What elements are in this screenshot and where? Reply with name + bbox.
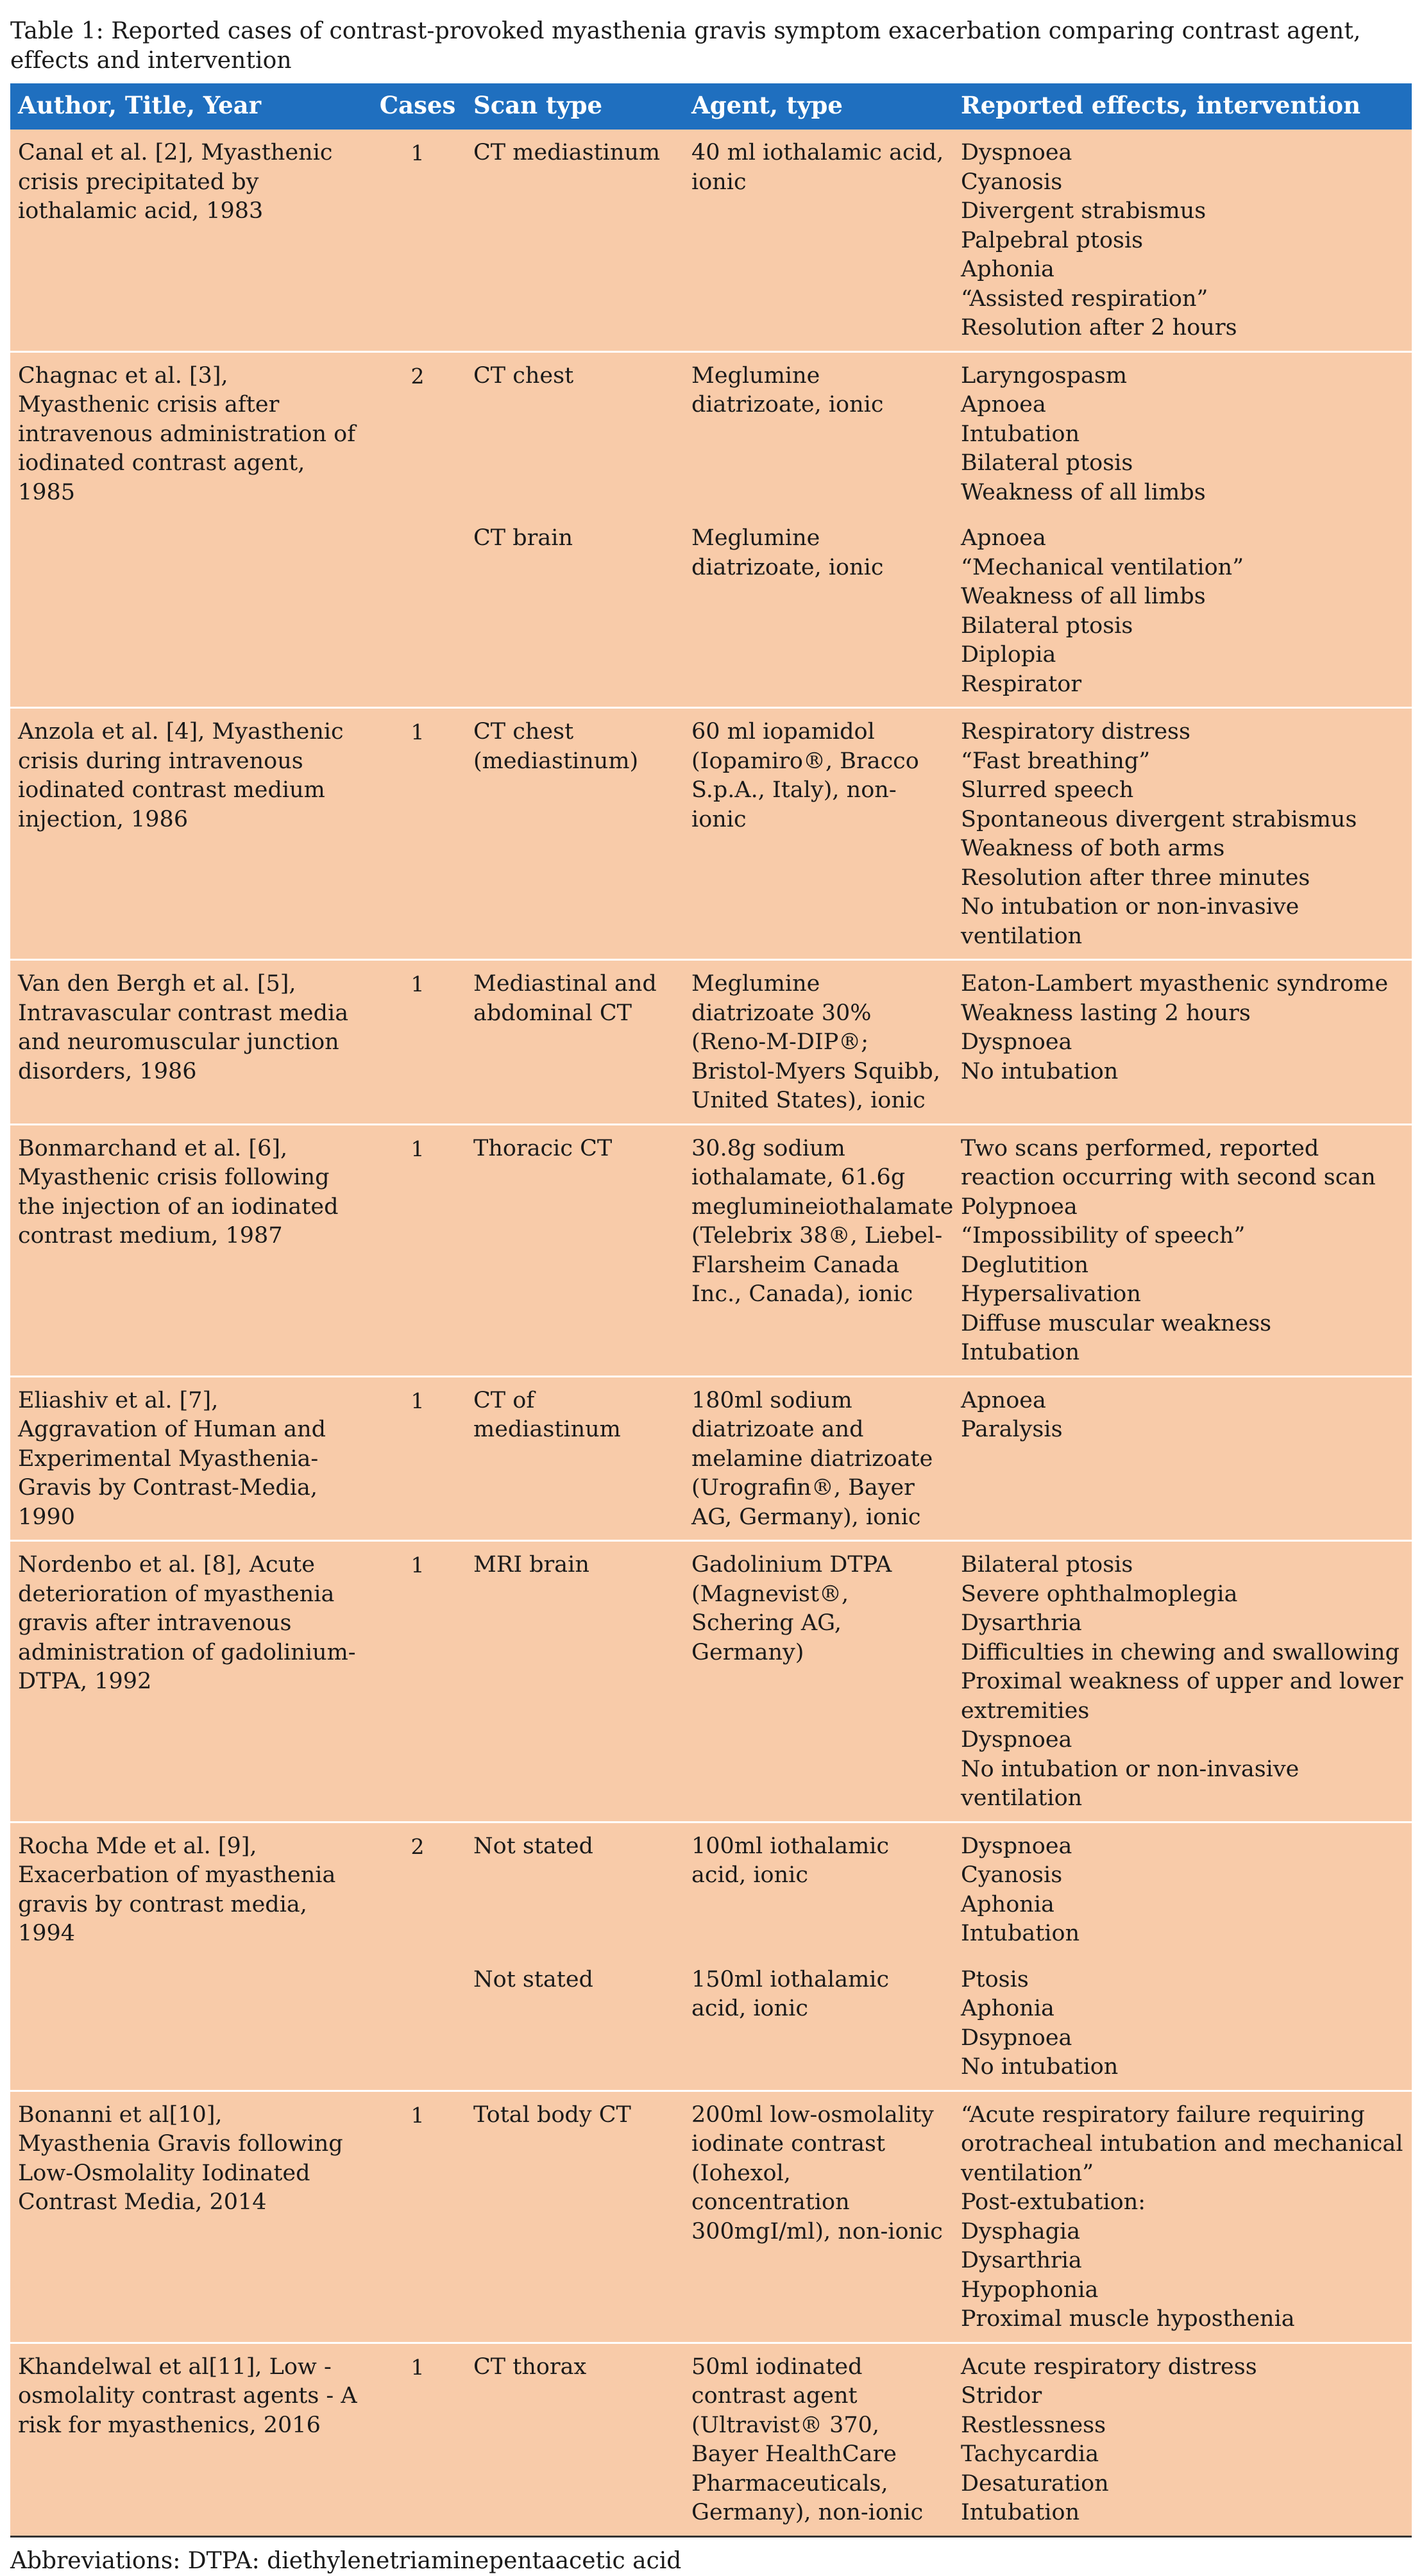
effect-item: Tachycardia: [961, 2441, 1099, 2467]
effect-item: Desaturation: [961, 2470, 1109, 2496]
cell-agent: 150ml iothalamic acid, ionic: [691, 1966, 890, 2021]
cell-effects: [953, 130, 1412, 351]
table-row: [10, 351, 1412, 515]
cell-cases: 1: [369, 960, 466, 1125]
cell-scan-type: Mediastinal and abdominal CT: [466, 960, 684, 1125]
effect-item: “Mechanical ventilation”: [961, 554, 1244, 580]
effect-item: Aphonia: [961, 1891, 1054, 1917]
effect-item: Spontaneous divergent strabismus: [961, 806, 1357, 832]
effect-item: Dyspnoea: [961, 1727, 1072, 1753]
effect-item: Two scans performed, reported reaction occurring with second scan: [961, 1135, 1376, 1190]
cell-cases: 1: [411, 140, 425, 165]
cell-effects: [953, 1957, 1412, 2091]
cell-effects: [953, 515, 1412, 708]
cell-scan-type: CT mediastinum: [473, 140, 661, 165]
cell-scan-type: CT chest (mediastinum): [466, 708, 684, 960]
effect-item: Hypersalivation: [961, 1281, 1141, 1307]
cell-cases: 2: [369, 1822, 466, 1957]
cell-author: Rocha Mde et al. [9], Exacerbation of myasthenia gravis by contrast media, 1994: [10, 1822, 369, 1957]
table-row: [10, 1957, 1412, 2091]
cell-effects: [953, 1541, 1412, 1823]
cell-cases: 1: [369, 2343, 466, 2536]
effect-item: Dysarthria: [961, 2248, 1082, 2273]
cell-agent: Meglumine diatrizoate, ionic: [691, 525, 884, 580]
cell-agent: 180ml sodium diatrizoate and melamine diatrizoate (Urografin®, Bayer AG, Germany), ionic: [684, 1376, 953, 1541]
bottom-rule: [10, 2536, 1412, 2538]
cell-scan-type: MRI brain: [466, 1541, 684, 1823]
effect-item: Respirator: [961, 671, 1082, 697]
effect-item: Polypnoea: [961, 1193, 1078, 1220]
effect-item: “Acute respiratory failure requiring orotracheal intubation and mechanical ventilation”: [961, 2101, 1403, 2186]
effect-item: Palpebral ptosis: [961, 227, 1144, 253]
effect-item: No intubation: [961, 1058, 1119, 1084]
effect-item: Aphonia: [961, 257, 1054, 282]
cell-cases: 1: [369, 2091, 466, 2343]
cell-effects: [953, 1822, 1412, 1957]
cell-author: Bonanni et al[10], Myasthenia Gravis following Low-Osmolality Iodinated Contrast Media, 2014: [10, 2091, 369, 2343]
cell-author: Canal et al. [2], Myasthenic crisis precipitated by iothalamic acid, 1983: [18, 140, 333, 224]
cell-cases: 1: [369, 1541, 466, 1823]
cell-agent: Gadolinium DTPA (Magnevist®, Schering AG, Germany): [684, 1541, 953, 1823]
effect-item: Slurred speech: [961, 777, 1134, 803]
header-effects: Reported effects, intervention: [961, 91, 1361, 119]
cell-agent: 60 ml iopamidol (Iopamiro®, Bracco S.p.A., Italy), non-ionic: [684, 708, 953, 960]
effect-item: Bilateral ptosis: [961, 612, 1133, 639]
header-cases: Cases: [379, 91, 456, 119]
effect-item: Weakness of all limbs: [961, 584, 1206, 609]
effect-item: Apnoea: [961, 392, 1046, 417]
effect-item: Divergent strabismus: [961, 198, 1206, 224]
cell-effects: [953, 2091, 1412, 2343]
header-row: [10, 83, 1412, 130]
table-row: [10, 1541, 1412, 1823]
cell-author: Eliashiv et al. [7], Aggravation of Human and Experimental Myasthenia-Gravis by Contrast-Media, 1990: [10, 1376, 369, 1541]
effect-item: Diffuse muscular weakness: [961, 1310, 1272, 1336]
cell-author: Bonmarchand et al. [6], Myasthenic crisis following the injection of an iodinated contrast medium, 1987: [10, 1124, 369, 1376]
effect-item: Hypophonia: [961, 2277, 1099, 2303]
cell-cases: [369, 1957, 466, 2091]
effect-item: Intubation: [961, 1921, 1080, 1946]
cell-author: Nordenbo et al. [8], Acute deterioration of myasthenia gravis after intravenous administration of gadolinium-DTPA, 1992: [10, 1541, 369, 1823]
effect-item: Cyanosis: [961, 1862, 1063, 1888]
cell-scan-type: Not stated: [466, 1822, 684, 1957]
cell-scan-type: CT brain: [473, 525, 573, 551]
cell-effects: [953, 2343, 1412, 2536]
effect-item: Weakness of both arms: [961, 836, 1225, 861]
cell-author: [10, 1957, 369, 2091]
effect-item: Dsypnoea: [961, 2025, 1072, 2051]
effect-item: Paralysis: [961, 1417, 1063, 1442]
cell-scan-type: CT thorax: [466, 2343, 684, 2536]
effect-item: Dysarthria: [961, 1610, 1082, 1636]
effect-item: Resolution after 2 hours: [961, 315, 1237, 341]
effect-item: Bilateral ptosis: [961, 1552, 1133, 1578]
cell-agent: 200ml low-osmolality iodinate contrast (Iohexol, concentration 300mgI/ml), non-ionic: [684, 2091, 953, 2343]
cell-author: [10, 515, 369, 708]
table-row: [10, 1376, 1412, 1541]
effect-item: Weakness of all limbs: [961, 479, 1206, 505]
effect-item: Cyanosis: [961, 169, 1063, 195]
cell-scan-type: Total body CT: [466, 2091, 684, 2343]
table-body: [10, 130, 1412, 2536]
table-header: [10, 83, 1412, 130]
cell-effects: [953, 1124, 1412, 1376]
cell-agent: 100ml iothalamic acid, ionic: [684, 1822, 953, 1957]
cell-author: Chagnac et al. [3], Myasthenic crisis after intravenous administration of iodinated contrast agent, 1985: [10, 351, 369, 515]
cases-table: [10, 83, 1412, 2536]
table-row: [10, 130, 1412, 351]
abbreviations-note: Abbreviations: DTPA: diethylenetriaminepentaacetic acid: [10, 2547, 682, 2574]
effect-item: Aphonia: [961, 1996, 1054, 2021]
effect-item: No intubation or non-invasive ventilation: [961, 894, 1299, 949]
effect-item: Intubation: [961, 421, 1080, 447]
cell-effects: [953, 1376, 1412, 1541]
cell-cases: 2: [369, 351, 466, 515]
header-scan-type: Scan type: [473, 91, 603, 119]
effect-item: Respiratory distress: [961, 719, 1190, 745]
effect-item: Dyspnoea: [961, 1029, 1072, 1055]
effect-item: Acute respiratory distress: [961, 2353, 1257, 2380]
header-agent: Agent, type: [691, 91, 843, 119]
effect-item: Ptosis: [961, 1966, 1029, 1992]
cell-agent: 40 ml iothalamic acid, ionic: [691, 140, 944, 195]
table-row: [10, 708, 1412, 960]
effect-item: Restlessness: [961, 2412, 1106, 2438]
effect-item: Post-extubation:: [961, 2189, 1146, 2215]
cell-scan-type: Not stated: [473, 1966, 593, 1992]
effect-item: Bilateral ptosis: [961, 450, 1133, 476]
cell-agent: Meglumine diatrizoate, ionic: [684, 351, 953, 515]
table-caption: Table 1: Reported cases of contrast-provoked myasthenia gravis symptom exacerbation comparing contrast agent, effects and intervention: [10, 18, 1361, 74]
effect-item: Resolution after three minutes: [961, 864, 1310, 891]
cell-agent: Meglumine diatrizoate 30% (Reno-M-DIP®; Bristol-Myers Squibb, United States), ionic: [684, 960, 953, 1125]
effect-item: Intubation: [961, 1340, 1080, 1365]
cell-author: Anzola et al. [4], Myasthenic crisis during intravenous iodinated contrast medium injection, 1986: [10, 708, 369, 960]
cell-cases: 1: [369, 1124, 466, 1376]
effect-item: Weakness lasting 2 hours: [961, 1000, 1251, 1026]
effect-item: Proximal muscle hyposthenia: [961, 2306, 1295, 2332]
cell-cases: 1: [369, 708, 466, 960]
effect-item: Dysphagia: [961, 2218, 1081, 2244]
effect-item: Severe ophthalmoplegia: [961, 1581, 1238, 1607]
effect-item: “Assisted respiration”: [961, 285, 1208, 312]
effect-item: No intubation: [961, 2054, 1119, 2080]
table-row: [10, 2091, 1412, 2343]
cell-cases: [369, 515, 466, 708]
cell-scan-type: CT chest: [466, 351, 684, 515]
effect-item: No intubation or non-invasive ventilation: [961, 1756, 1299, 1811]
cell-effects: [953, 708, 1412, 960]
table-row: [10, 515, 1412, 708]
effect-item: “Fast breathing”: [961, 748, 1151, 774]
effect-item: Stridor: [961, 2383, 1042, 2409]
effect-item: Apnoea: [961, 525, 1046, 551]
cell-author: Van den Bergh et al. [5], Intravascular contrast media and neuromuscular junction disorders, 1986: [10, 960, 369, 1125]
cell-scan-type: Thoracic CT: [466, 1124, 684, 1376]
effect-item: Diplopia: [961, 642, 1056, 668]
cell-cases: 1: [369, 1376, 466, 1541]
header-author: Author, Title, Year: [18, 91, 262, 119]
cell-author: Khandelwal et al[11], Low - osmolality contrast agents - A risk for myasthenics, 2016: [10, 2343, 369, 2536]
cell-agent: 30.8g sodium iothalamate, 61.6g meglumineiothalamate (Telebrix 38®, Liebel-Flarsheim Canada Inc., Canada), ionic: [684, 1124, 953, 1376]
effect-item: “Impossibility of speech”: [961, 1223, 1246, 1249]
cell-scan-type: CT of mediastinum: [466, 1376, 684, 1541]
table-row: [10, 2343, 1412, 2536]
effect-item: Intubation: [961, 2500, 1080, 2525]
effect-item: Deglutition: [961, 1252, 1089, 1278]
effect-item: Apnoea: [961, 1387, 1046, 1413]
table-row: [10, 1124, 1412, 1376]
effect-item: Difficulties in chewing and swallowing: [961, 1639, 1400, 1665]
table-row: [10, 960, 1412, 1125]
effect-item: Dyspnoea: [961, 1833, 1072, 1859]
table-row: [10, 1822, 1412, 1957]
cell-effects: [953, 960, 1412, 1125]
cell-effects: [953, 351, 1412, 515]
effect-item: Eaton-Lambert myasthenic syndrome: [961, 971, 1389, 997]
effect-item: Dyspnoea: [961, 140, 1072, 165]
cell-agent: 50ml iodinated contrast agent (Ultravist® 370, Bayer HealthCare Pharmaceuticals, Germany), non-ionic: [684, 2343, 953, 2536]
effect-item: Proximal weakness of upper and lower extremities: [961, 1669, 1403, 1724]
effect-item: Laryngospasm: [961, 362, 1128, 389]
